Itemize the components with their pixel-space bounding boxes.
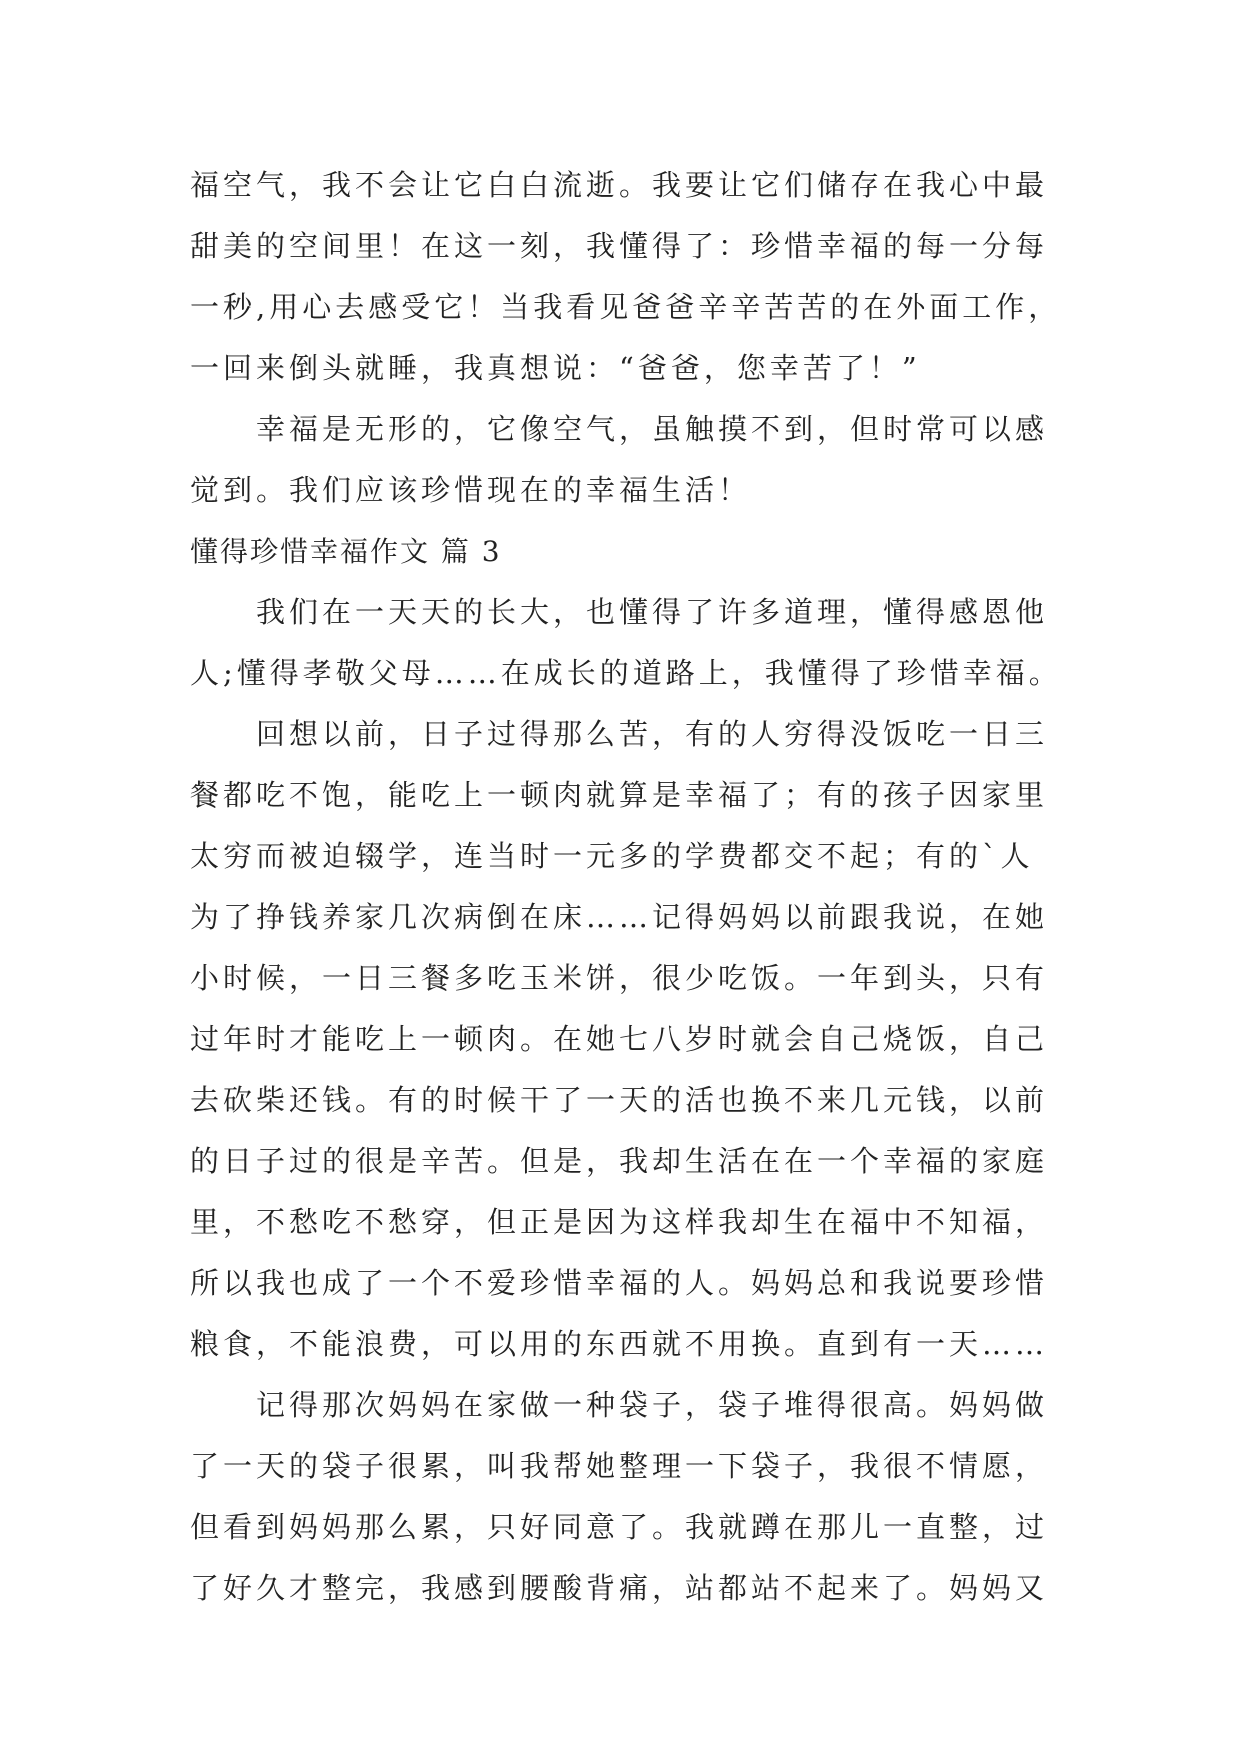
- text-line: 觉到。我们应该珍惜现在的幸福生活！: [190, 473, 752, 507]
- text-line: 回想以前，日子过得那么苦，有的人穷得没饭吃一日三: [256, 717, 1049, 751]
- text-line: 餐都吃不饱，能吃上一顿肉就算是幸福了；有的孩子因家里: [190, 778, 1049, 812]
- text-line: 但看到妈妈那么累，只好同意了。我就蹲在那儿一直整，过: [190, 1510, 1049, 1544]
- text-line: 过年时才能吃上一顿肉。在她七八岁时就会自己烧饭，自己: [190, 1022, 1049, 1056]
- text-line: 人;懂得孝敬父母……在成长的道路上，我懂得了珍惜幸福。: [190, 656, 1062, 690]
- paragraph: [190, 582, 1090, 704]
- text-line: 所以我也成了一个不爱珍惜幸福的人。妈妈总和我说要珍惜: [190, 1266, 1049, 1300]
- paragraph: [190, 399, 1090, 521]
- text-line: 去砍柴还钱。有的时候干了一天的活也换不来几元钱，以前: [190, 1083, 1049, 1117]
- paragraph: [190, 1375, 1090, 1619]
- text-line: 的日子过的很是辛苦。但是，我却生活在在一个幸福的家庭: [190, 1144, 1049, 1178]
- document-body: [190, 155, 1090, 1619]
- text-line: 一回来倒头就睡，我真想说：“爸爸，您幸苦了！”: [190, 351, 921, 385]
- paragraph: [190, 704, 1090, 1375]
- text-line: 甜美的空间里！在这一刻，我懂得了：珍惜幸福的每一分每: [190, 229, 1049, 263]
- text-line: 了好久才整完，我感到腰酸背痛，站都站不起来了。妈妈又: [190, 1571, 1049, 1605]
- paragraph: [190, 155, 1090, 399]
- section-heading: 懂得珍惜幸福作文 篇 3: [190, 535, 502, 568]
- text-line: 粮食，不能浪费，可以用的东西就不用换。直到有一天……: [190, 1327, 1049, 1361]
- text-line: 幸福是无形的，它像空气，虽触摸不到，但时常可以感: [256, 412, 1049, 446]
- text-line: 我们在一天天的长大，也懂得了许多道理，懂得感恩他: [256, 595, 1049, 629]
- text-line: 了一天的袋子很累，叫我帮她整理一下袋子，我很不情愿，: [190, 1449, 1049, 1483]
- text-line: 里，不愁吃不愁穿，但正是因为这样我却生在福中不知福，: [190, 1205, 1049, 1239]
- text-line: 小时候，一日三餐多吃玉米饼，很少吃饭。一年到头，只有: [190, 961, 1049, 995]
- text-line: 福空气，我不会让它白白流逝。我要让它们储存在我心中最: [190, 168, 1049, 202]
- text-line: 一秒,用心去感受它！当我看见爸爸辛辛苦苦的在外面工作，: [190, 290, 1062, 324]
- text-line: 为了挣钱养家几次病倒在床……记得妈妈以前跟我说，在她: [190, 900, 1049, 934]
- text-line: 记得那次妈妈在家做一种袋子，袋子堆得很高。妈妈做: [256, 1388, 1049, 1422]
- text-line: 太穷而被迫辍学，连当时一元多的学费都交不起；有的`人: [190, 839, 1034, 873]
